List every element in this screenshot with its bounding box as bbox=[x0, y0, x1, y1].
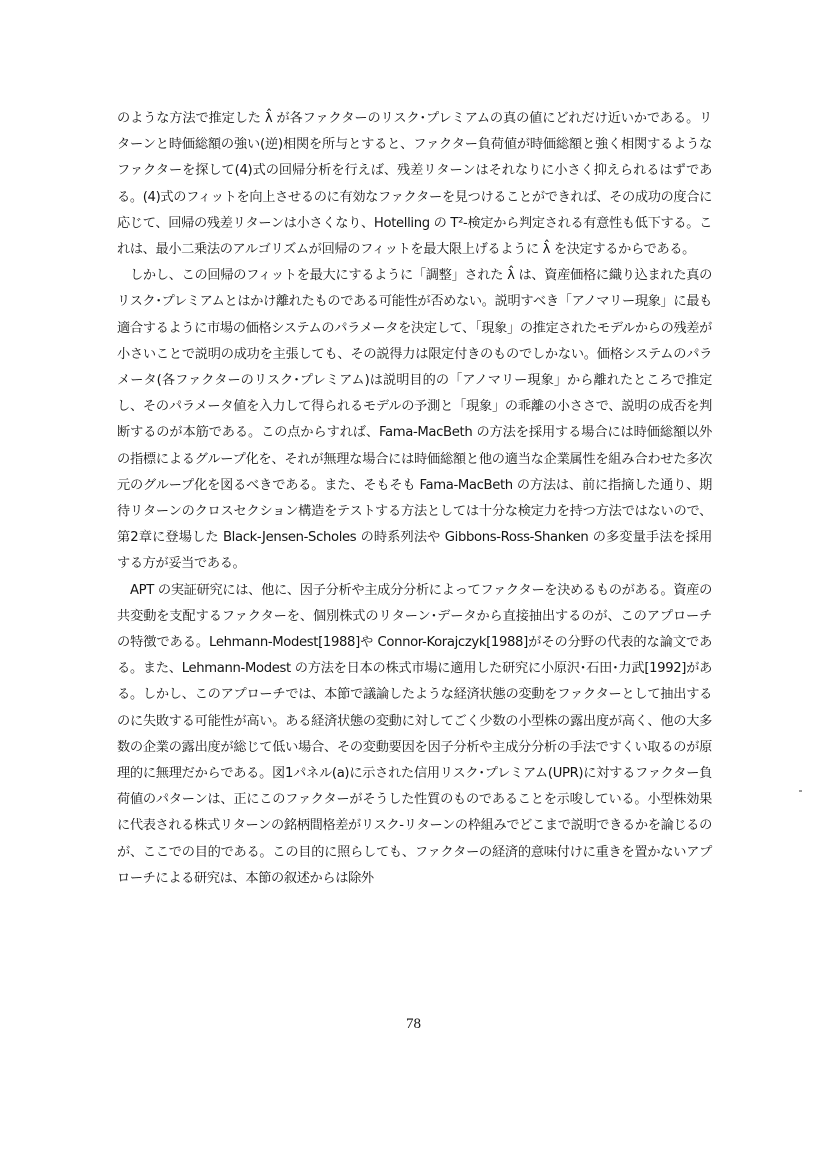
scan-mark bbox=[799, 790, 802, 792]
body-text bbox=[117, 106, 712, 892]
page-number: 78 bbox=[406, 1016, 421, 1032]
paragraph-1: のような方法で推定した λ̂ が各ファクターのリスク･プレミアムの真の値にどれだけ近いかである。リターンと時価総額の強い(逆)相関を所与とすると、ファクター負荷値が時価総額と強く相関するようなファクターを探して(4)式の回帰分析を行えば、残差リターンはそれなりに小さく抑えられるはずである。(4)式のフィットを向上させるのに有効なファクターを見つけることができれば、その成功の度合に応じて、回帰の残差リターンは小さくなり、Hotelling の T²-検定から判定される有意性も低下する。これは、最小二乗法のアルゴリズムが回帰のフィットを最大限上げるように λ̂ を決定するからである。 bbox=[117, 111, 712, 258]
paragraph-2: しかし、この回帰のフィットを最大にするように「調整」された λ̂ は、資産価格に織り込まれた真のリスク･プレミアムとはかけ離れたものである可能性が否めない。説明すべき「アノマリー現象」に最も適合するように市場の価格システムのパラメータを決定して、「現象」の推定されたモデルからの残差が小さいことで説明の成功を主張しても、その説得力は限定付きのものでしかない。価格システムのパラメータ(各ファクターのリスク･プレミアム)は説明目的の「アノマリー現象」から離れたところで推定し、そのパラメータ値を入力して得られるモデルの予測と「現象」の乖離の小ささで、説明の成否を判断するのが本筋である。この点からすれば、Fama-MacBeth の方法を採用する場合には時価総額以外の指標によるグループ化を、それが無理な場合には時価総額と他の適当な企業属性を組み合わせた多次元のグループ化を図るべきである。また、そもそも Fama-MacBeth の方法は、前に指摘した通り、期待リターンのクロスセクション構造をテストする方法としては十分な検定力を持つ方法ではないので、第2章に登場した Black-Jensen-Scholes の時系列法や Gibbons-Ross-Shanken の多変量手法を採用する方が妥当である。 bbox=[117, 268, 712, 572]
paragraph-3: APT の実証研究には、他に、因子分析や主成分分析によってファクターを決めるものがある。資産の共変動を支配するファクターを、個別株式のリターン･データから直接抽出するのが、このアプローチの特徴である。Lehmann-Modest[1988]や Connor-Korajczyk[1988]がその分野の代表的な論文である。また、Lehmann-Modest の方法を日本の株式市場に適用した研究に小原沢･石田･力武[1992]がある。しかし、このアプローチでは、本節で議論したような経済状態の変動をファクターとして抽出するのに失敗する可能性が高い。ある経済状態の変動に対してごく少数の小型株の露出度が高く、他の大多数の企業の露出度が総じて低い場合、その変動要因を因子分析や主成分分析の手法ですくい取るのが原理的に無理だからである。図1パネル(a)に示された信用リスク･プレミアム(UPR)に対するファクター負荷値のパターンは、正にこのファクターがそうした性質のものであることを示唆している。小型株効果に代表される株式リターンの銘柄間格差がリスク-リターンの枠組みでどこまで説明できるかを論じるのが、ここでの目的である。この目的に照らしても、ファクターの経済的意味付けに重きを置かないアプローチによる研究は、本節の叙述からは除外 bbox=[117, 582, 712, 886]
